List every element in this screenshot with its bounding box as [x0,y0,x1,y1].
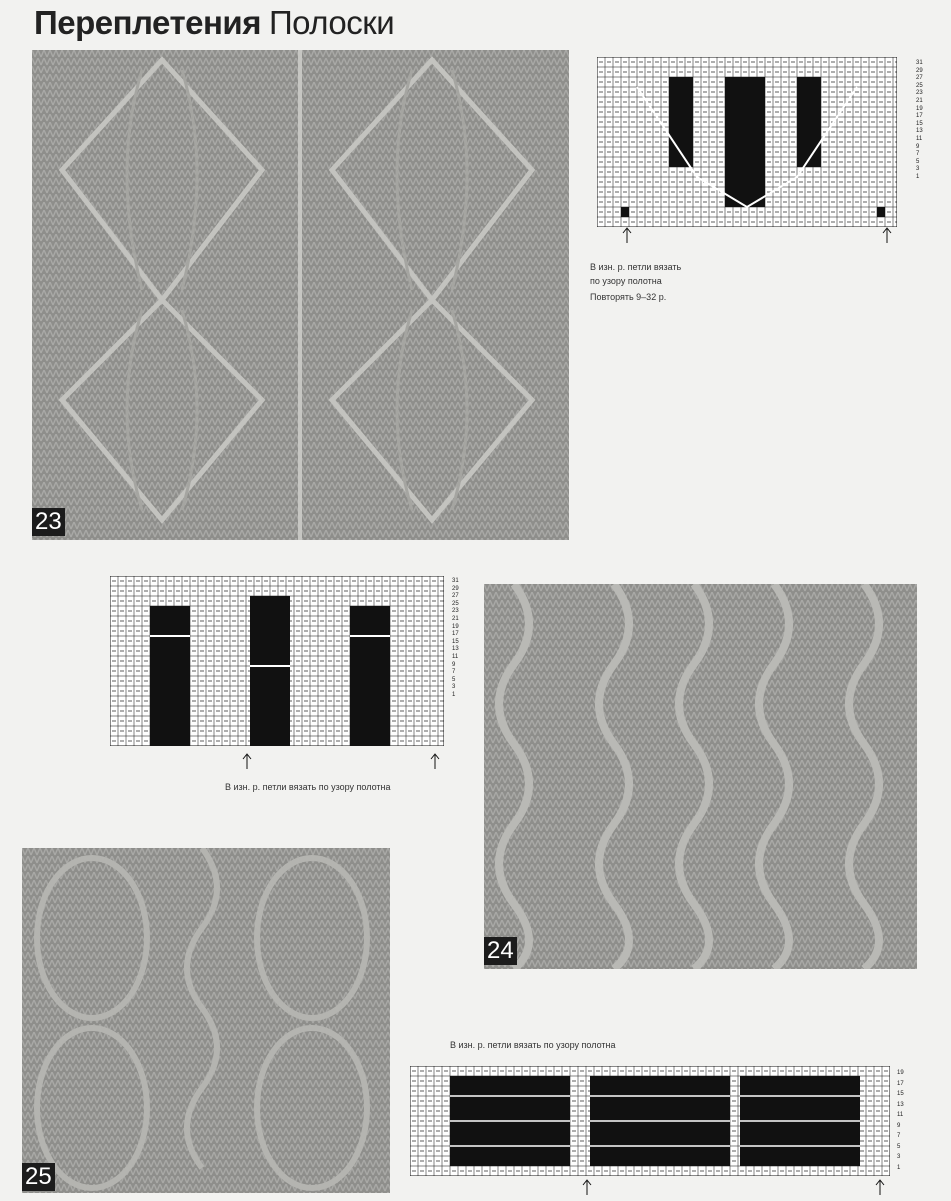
chart-25-row-numbers [897,1068,904,1173]
arrow-up-icon [240,752,254,770]
knit-photo-23 [32,50,569,540]
row-number: 25 [452,600,459,607]
row-number: 25 [916,82,923,89]
row-number: 29 [452,585,459,592]
page-title [34,4,394,42]
chart-24-row-numbers [452,578,459,700]
row-number: 9 [897,1122,901,1129]
chart-24 [110,576,444,746]
row-number: 5 [897,1143,901,1150]
pattern-number-23: 23 [32,508,65,536]
pattern-number-24: 24 [484,937,517,965]
row-number: 15 [897,1091,904,1097]
row-number: 9 [916,143,920,150]
note-23-line3: Повторять 9–32 р. [590,292,667,302]
row-number: 23 [916,90,923,97]
arrow-up-icon [580,1178,594,1196]
arrow-up-icon [428,752,442,770]
row-number: 31 [452,578,459,584]
row-number: 19 [916,105,923,112]
row-number: 7 [897,1133,901,1139]
row-number: 1 [452,691,456,698]
row-number: 13 [452,646,459,653]
row-number: 5 [916,158,920,165]
row-number: 17 [897,1080,904,1087]
row-number: 17 [452,631,459,638]
row-number: 11 [916,135,923,142]
row-number: 31 [916,60,923,66]
row-number: 7 [452,669,456,676]
row-number: 19 [897,1070,904,1076]
title-bold: Переплетения [34,4,261,41]
arrow-up-icon [873,1178,887,1196]
pattern-number-25: 25 [22,1163,55,1191]
row-number: 19 [452,623,459,630]
row-number: 13 [897,1101,904,1108]
note-24: В изн. р. петли вязать по узору полотна [225,782,391,792]
row-number: 11 [452,653,459,660]
row-number: 15 [452,638,459,645]
row-number: 21 [916,97,923,104]
row-number: 27 [916,75,923,82]
row-number: 15 [916,120,923,127]
row-number: 9 [452,661,456,668]
knit-photo-24 [484,584,917,969]
row-number: 11 [897,1112,904,1118]
row-number: 27 [452,593,459,600]
chart-25 [410,1066,890,1176]
chart-23-row-numbers [916,60,923,182]
row-number: 17 [916,113,923,120]
row-number: 3 [452,684,456,691]
row-number: 7 [916,151,920,158]
row-number: 3 [897,1154,901,1160]
row-number: 3 [916,166,920,173]
chart-23 [597,57,897,227]
row-number: 29 [916,67,923,74]
knit-photo-25 [22,848,390,1193]
row-number: 1 [897,1164,901,1171]
arrow-up-icon [880,226,894,244]
row-number: 21 [452,615,459,622]
row-number: 13 [916,128,923,135]
title-light: Полоски [268,4,395,41]
row-number: 23 [452,608,459,615]
arrow-up-icon [620,226,634,244]
note-23-line1: В изн. р. петли вязать [590,262,682,272]
note-25: В изн. р. петли вязать по узору полотна [450,1040,616,1050]
row-number: 1 [916,173,920,180]
row-number: 5 [452,676,456,683]
note-23-line2: по узору полотна [590,276,662,286]
